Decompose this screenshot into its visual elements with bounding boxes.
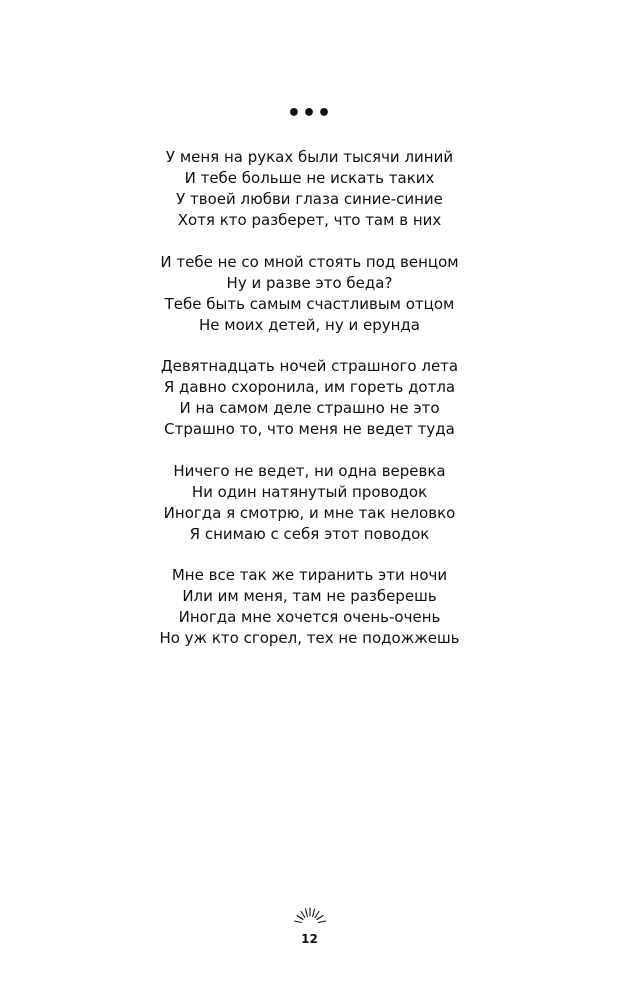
poem-line: У твоей любви глаза синие-синие: [176, 190, 443, 208]
stanza-5: [0, 565, 619, 649]
poem-line: Мне все так же тиранить эти ночи: [171, 566, 448, 584]
poem-line: Девятнадцать ночей страшного лета: [160, 357, 459, 375]
sunburst-icon: [292, 905, 328, 933]
poem-line: Или им меня, там не разберешь: [182, 587, 437, 605]
poem-line: И на самом деле страшно не это: [179, 399, 440, 417]
poem-line: У меня на руках были тысячи линий: [165, 148, 454, 166]
poem-line: Но уж кто сгорел, тех не подожжешь: [159, 629, 460, 647]
poem-line: Тебе быть самым счастливым отцом: [164, 294, 455, 313]
poem-line: Хотя кто разберет, что там в них: [177, 211, 442, 229]
poem-line: Иногда мне хочется очень-очень: [178, 608, 441, 626]
poem-line: Не моих детей, ну и ерунда: [199, 315, 420, 334]
stanza-4: [0, 461, 619, 545]
poem: [0, 147, 619, 670]
poem-line: Я снимаю с себя этот поводок: [189, 524, 430, 543]
section-mark: •••: [286, 101, 333, 126]
stanza-3: [0, 356, 619, 440]
poem-line: Ничего не ведет, ни одна веревка: [173, 461, 446, 480]
page-number: 12: [301, 932, 318, 946]
stanza-2: [0, 252, 619, 336]
poem-line: Ни один натянутый проводок: [191, 482, 428, 501]
poem-line: Иногда я смотрю, и мне так неловко: [163, 503, 456, 522]
poem-line: И тебе не со мной стоять под венцом: [160, 252, 459, 271]
poem-line: И тебе больше не искать таких: [184, 169, 435, 187]
stanza-1: [0, 147, 619, 231]
poem-line: Ну и разве это беда?: [226, 273, 393, 292]
poem-line: Страшно то, что меня не ведет туда: [164, 420, 455, 438]
poem-line: Я давно схоронила, им гореть дотла: [163, 378, 456, 396]
